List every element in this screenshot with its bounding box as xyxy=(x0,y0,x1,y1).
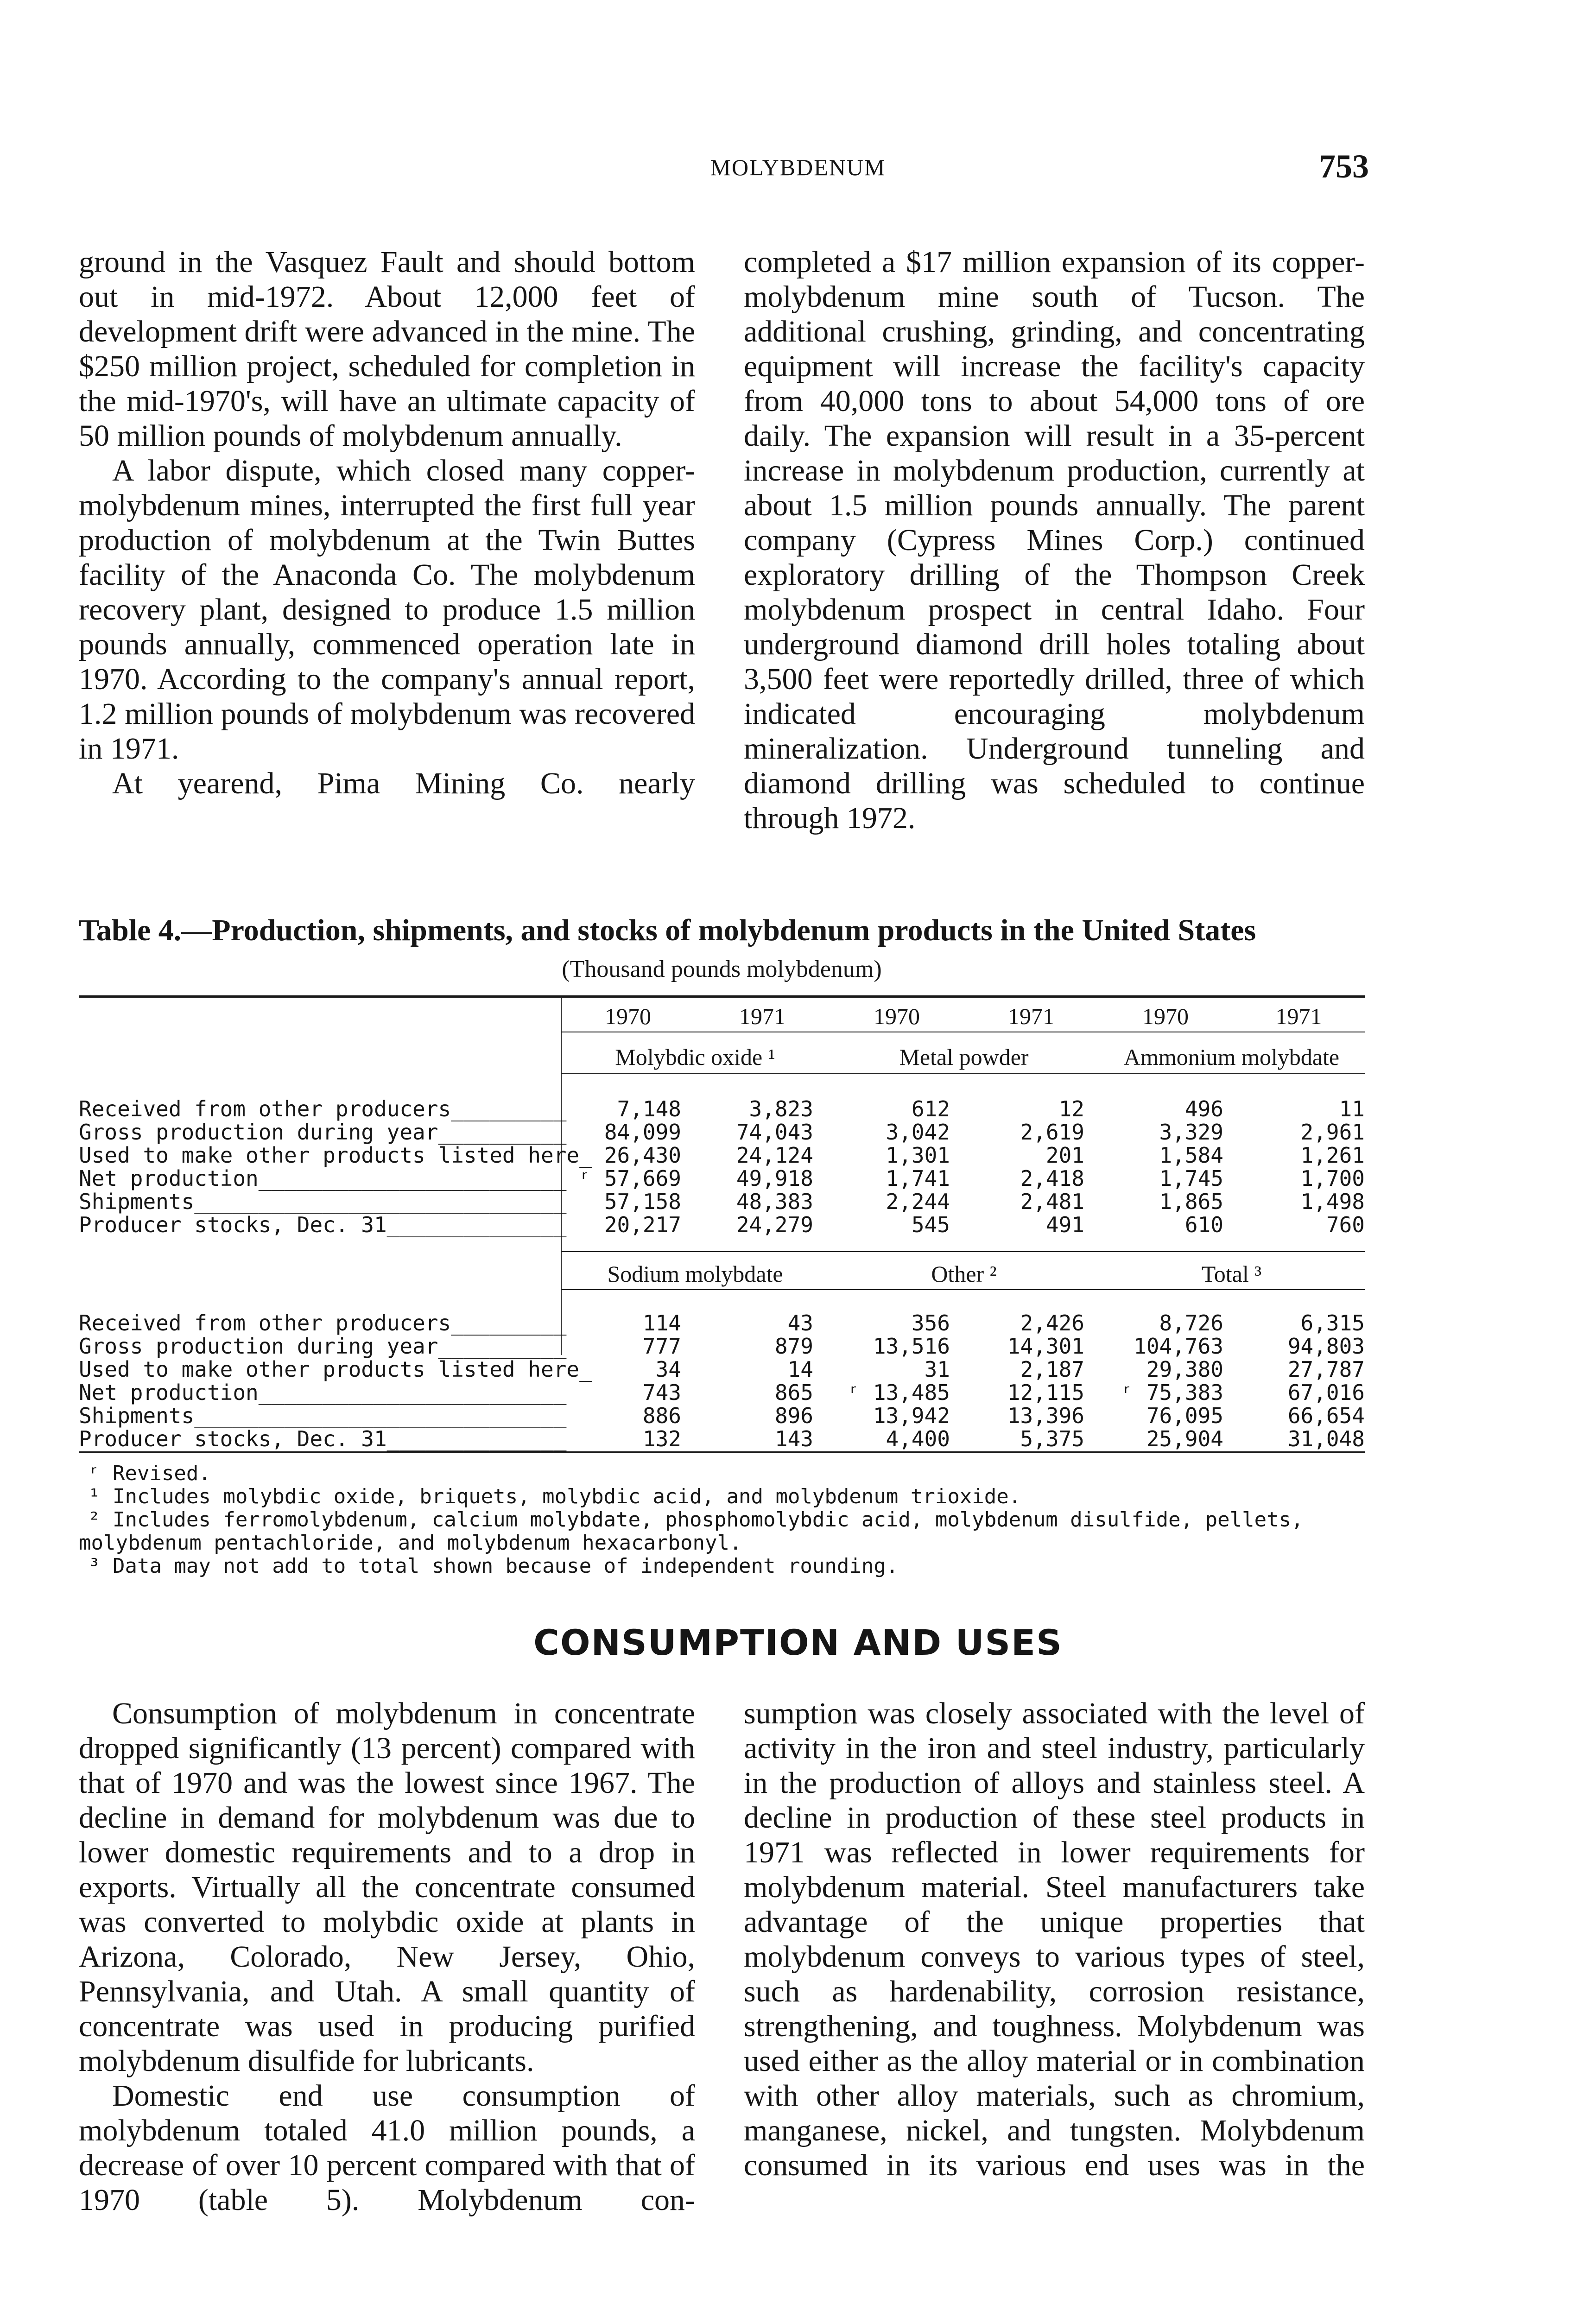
table-cell: 43 xyxy=(787,1310,813,1336)
intro-left-column xyxy=(79,245,695,801)
table-cell: 896 xyxy=(774,1403,813,1428)
row-label-used: Used to make other products listed here_ xyxy=(79,1357,592,1382)
table-cell: 84,099 xyxy=(604,1120,681,1145)
header-rule xyxy=(561,1073,1365,1074)
footnote-2: ² Includes ferromolybdenum, calcium molybdate, phosphomolybdic acid, molybdenum disulfide, pellets, xyxy=(88,1508,1304,1532)
table-cell: 2,418 xyxy=(1020,1166,1084,1191)
table-cell: 12 xyxy=(1058,1096,1084,1121)
body-left-column xyxy=(79,1696,695,2217)
row-label-shipments: Shipments_____________________________ xyxy=(79,1189,567,1214)
table-cell: 1,498 xyxy=(1300,1189,1365,1214)
table-cell: 104,763 xyxy=(1134,1334,1223,1359)
table-cell: 356 xyxy=(911,1310,950,1336)
footnote-1: ¹ Includes molybdic oxide, briquets, molybdic acid, and molybdenum trioxide. xyxy=(88,1485,1021,1508)
table-cell: 76,095 xyxy=(1146,1403,1223,1428)
table-cell: 6,315 xyxy=(1300,1310,1365,1336)
table-cell: 2,619 xyxy=(1020,1120,1084,1145)
table-cell: 610 xyxy=(1184,1212,1223,1237)
row-label-gross-production: Gross production during year__________ xyxy=(79,1120,567,1145)
year-header: 1970 xyxy=(1142,1003,1189,1029)
row-label-net-production: Net production________________________ xyxy=(79,1166,567,1191)
table-cell: 143 xyxy=(774,1426,813,1451)
row-label-net-production: Net production________________________ xyxy=(79,1380,567,1405)
table-cell: 29,380 xyxy=(1146,1357,1223,1382)
table-cell: 3,042 xyxy=(886,1120,950,1145)
table-top-rule xyxy=(79,995,1365,998)
group-header-sodium-molybdate: Sodium molybdate xyxy=(607,1261,783,1287)
table-cell: 3,823 xyxy=(749,1096,813,1121)
table-cell: 886 xyxy=(642,1403,681,1428)
table-cell: ʳ 75,383 xyxy=(1121,1380,1223,1405)
footnote-revised: ʳ Revised. xyxy=(88,1462,211,1485)
table-cell: 25,904 xyxy=(1146,1426,1223,1451)
intro-paragraph: At yearend, Pima Mining Co. nearly xyxy=(112,766,695,800)
footnote-2-continued: molybdenum pentachloride, and molybdenum hexacarbonyl. xyxy=(79,1531,742,1555)
table-cell: 865 xyxy=(774,1380,813,1405)
table-cell: 27,787 xyxy=(1287,1357,1365,1382)
intro-paragraph: completed a $17 million expansion of its copper-molybdenum mine south of Tucson. The additional crushing, grinding, and concentrating equipment will increase the facility's capacity from 40,000 tons to about 54,000 tons of ore daily. The expansion will result in a 35-percent increase in molybdenum production, currently at about 1.5 million pounds annually. The parent company (Cypress Mines Corp.) continued exploratory drilling of the Thompson Creek molybdenum prospect in central Idaho. Four underground diamond drill holes totaling about 3,500 feet were reportedly drilled, three of which indicated encouraging molybdenum mineralization. Underground tunneling and diamond drilling was scheduled to continue through 1972. xyxy=(744,245,1365,835)
year-header: 1971 xyxy=(1275,1003,1322,1029)
row-label-received: Received from other producers_________ xyxy=(79,1310,567,1336)
year-header: 1971 xyxy=(1008,1003,1054,1029)
table-cell: 132 xyxy=(642,1426,681,1451)
table-cell: 2,481 xyxy=(1020,1189,1084,1214)
table-cell: 49,918 xyxy=(736,1166,813,1191)
table-cell: 67,016 xyxy=(1287,1380,1365,1405)
table-cell: 2,961 xyxy=(1300,1120,1365,1145)
table-cell: 760 xyxy=(1326,1212,1365,1237)
table-cell: 2,187 xyxy=(1020,1357,1084,1382)
table-cell: 879 xyxy=(774,1334,813,1359)
table-cell: 1,261 xyxy=(1300,1143,1365,1168)
group-header-total: Total ³ xyxy=(1201,1261,1262,1287)
table-cell: 777 xyxy=(642,1334,681,1359)
intro-right-column xyxy=(744,245,1365,836)
year-header: 1971 xyxy=(739,1003,785,1029)
running-head: MOLYBDENUM xyxy=(710,154,886,180)
table-cell: 743 xyxy=(642,1380,681,1405)
body-paragraph: sumption was closely associated with the level of activity in the iron and steel industry, particularly in the production of alloys and stainless steel. A decline in production of these steel products in 1971 was reflected in lower requirements for molybdenum material. Steel manufacturers take advantage of the unique properties that molybdenum conveys to various types of steel, such as hardenability, corrosion resistance, strengthening, and toughness. Molybdenum was used either as the alloy material or in combination with other alloy materials, such as chromium, manganese, nickel, and tungsten. Molybdenum consumed in its various end uses was in the xyxy=(744,1697,1365,2182)
table-cell: 34 xyxy=(655,1357,681,1382)
row-label-received: Received from other producers_________ xyxy=(79,1096,567,1121)
table-cell: 1,301 xyxy=(886,1143,950,1168)
table-cell: 13,942 xyxy=(873,1403,950,1428)
page-number: 753 xyxy=(1319,148,1369,185)
table-cell: 14,301 xyxy=(1007,1334,1084,1359)
table-cell: 1,741 xyxy=(886,1166,950,1191)
header-rule xyxy=(561,1289,1365,1290)
table-cell: 24,279 xyxy=(736,1212,813,1237)
table-cell: 31 xyxy=(924,1357,950,1382)
table-cell: 1,865 xyxy=(1159,1189,1223,1214)
table-cell: 2,426 xyxy=(1020,1310,1084,1336)
table-subtitle: (Thousand pounds molybdenum) xyxy=(562,956,882,982)
table-footnotes xyxy=(79,1462,1365,1578)
table-cell: 496 xyxy=(1184,1096,1223,1121)
row-label-producer-stocks: Producer stocks, Dec. 31______________ xyxy=(79,1426,567,1451)
table-cell: 5,375 xyxy=(1020,1426,1084,1451)
table-cell: 201 xyxy=(1045,1143,1084,1168)
table-cell: 31,048 xyxy=(1287,1426,1365,1451)
table-cell: 26,430 xyxy=(604,1143,681,1168)
footnote-3: ³ Data may not add to total shown because of independent rounding. xyxy=(88,1554,899,1578)
table-cell: 24,124 xyxy=(736,1143,813,1168)
table-cell: 57,158 xyxy=(604,1189,681,1214)
table-bottom-rule xyxy=(79,1451,1365,1453)
table-cell: 4,400 xyxy=(886,1426,950,1451)
table-cell: 7,148 xyxy=(617,1096,681,1121)
group-header-molybdic-oxide: Molybdic oxide ¹ xyxy=(615,1044,775,1070)
body-right-column xyxy=(744,1696,1365,2183)
table-cell: 545 xyxy=(911,1212,950,1237)
group-header-other: Other ² xyxy=(931,1261,997,1287)
table-cell: 13,396 xyxy=(1007,1403,1084,1428)
table-cell: ʳ 13,485 xyxy=(847,1380,950,1405)
table-cell: 94,803 xyxy=(1287,1334,1365,1359)
table-cell: 612 xyxy=(911,1096,950,1121)
body-paragraph: Domestic end use consumption of molybdenum totaled 41.0 million pounds, a decrease of over 10 percent compared with that of 1970 (table 5). Molybdenum con- xyxy=(79,2079,695,2217)
row-label-gross-production: Gross production during year__________ xyxy=(79,1334,567,1359)
year-header: 1970 xyxy=(605,1003,651,1029)
table-cell: 1,700 xyxy=(1300,1166,1365,1191)
row-label-producer-stocks: Producer stocks, Dec. 31______________ xyxy=(79,1212,567,1237)
table-cell: 2,244 xyxy=(886,1189,950,1214)
header-rule xyxy=(561,1251,1365,1252)
production-table xyxy=(79,987,1365,1460)
intro-paragraph: A labor dispute, which closed many copper-molybdenum mines, interrupted the first full year production of molybdenum at the Twin Buttes facility of the Anaconda Co. The molybdenum recovery plant, designed to produce 1.5 million pounds annually, commenced operation late in 1970. According to the company's annual report, 1.2 million pounds of molybdenum was recovered in 1971. xyxy=(79,454,695,766)
body-paragraph: Consumption of molybdenum in concentrate dropped significantly (13 percent) compared with that of 1970 and was the lowest since 1967. The decline in demand for molybdenum was due to lower domestic requirements and to a drop in exports. Virtually all the concentrate consumed was converted to molybdic oxide at plants in Arizona, Colorado, New Jersey, Ohio, Pennsylvania, and Utah. A small quantity of concentrate was used in producing purified molybdenum disulfide for lubricants. xyxy=(79,1697,695,2078)
table-cell: 14 xyxy=(787,1357,813,1382)
group-header-ammonium-molybdate: Ammonium molybdate xyxy=(1123,1044,1340,1070)
table-cell: 66,654 xyxy=(1287,1403,1365,1428)
section-heading: CONSUMPTION AND USES xyxy=(533,1622,1063,1663)
table-title: Table 4.—Production, shipments, and stocks of molybdenum products in the United States xyxy=(79,913,1256,947)
table-cell: ʳ 57,669 xyxy=(578,1166,681,1191)
table-cell: 8,726 xyxy=(1159,1310,1223,1336)
table-cell: 11 xyxy=(1339,1096,1365,1121)
table-cell: 1,745 xyxy=(1159,1166,1223,1191)
table-cell: 114 xyxy=(642,1310,681,1336)
table-cell: 74,043 xyxy=(736,1120,813,1145)
table-cell: 1,584 xyxy=(1159,1143,1223,1168)
table-cell: 20,217 xyxy=(604,1212,681,1237)
table-cell: 48,383 xyxy=(736,1189,813,1214)
row-label-used: Used to make other products listed here_ xyxy=(79,1143,592,1168)
table-cell: 491 xyxy=(1045,1212,1084,1237)
table-cell: 12,115 xyxy=(1007,1380,1084,1405)
group-header-metal-powder: Metal powder xyxy=(899,1044,1029,1070)
year-header: 1970 xyxy=(874,1003,920,1029)
intro-paragraph: ground in the Vasquez Fault and should bottom out in mid-1972. About 12,000 feet of development drift were advanced in the mine. The $250 million project, scheduled for completion in the mid-1970's, will have an ultimate capacity of 50 million pounds of molybdenum annually. xyxy=(79,245,695,453)
table-cell: 13,516 xyxy=(873,1334,950,1359)
table-cell: 3,329 xyxy=(1159,1120,1223,1145)
row-label-shipments: Shipments_____________________________ xyxy=(79,1403,567,1428)
